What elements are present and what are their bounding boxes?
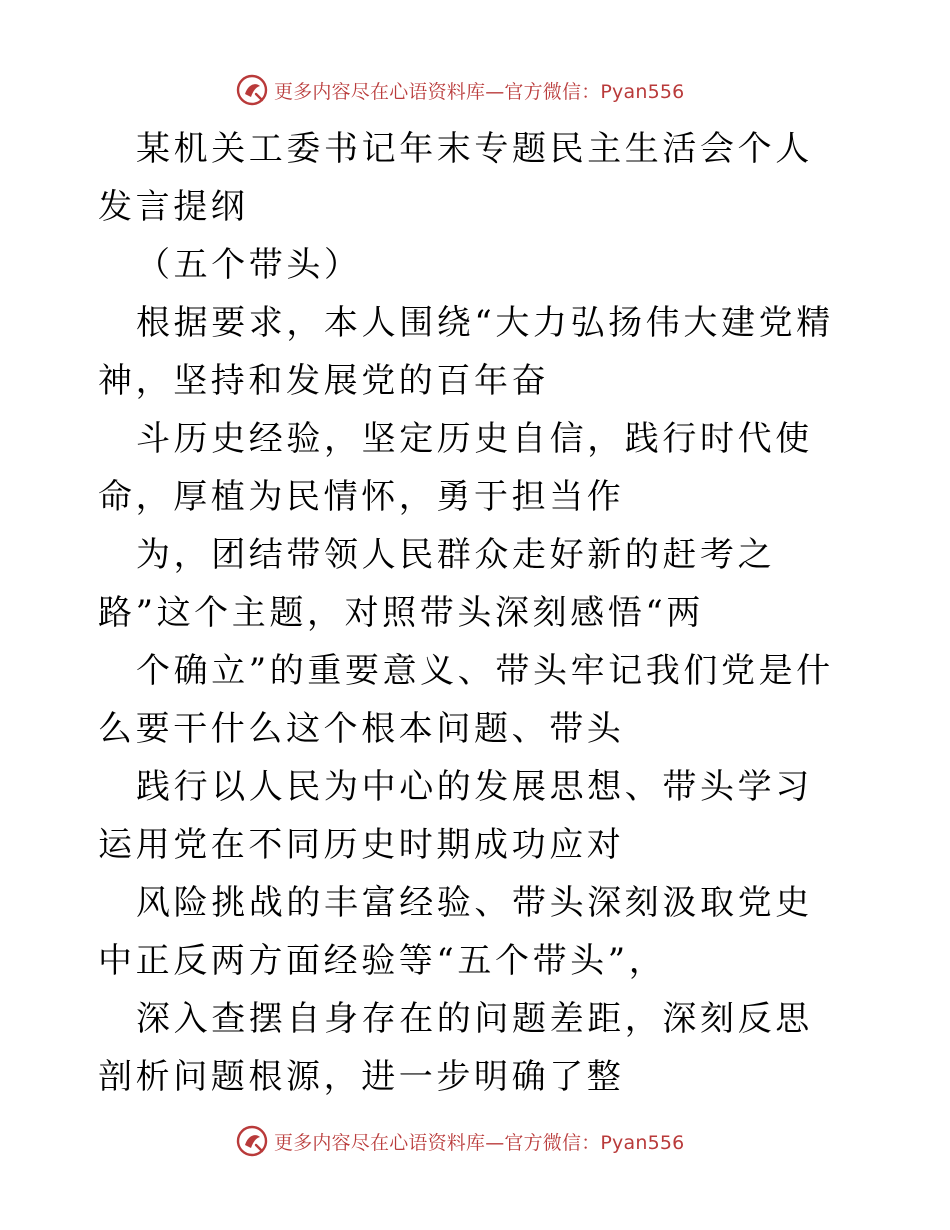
header-banner [236,73,684,107]
document-title: 某机关工委书记年末专题民主生活会个人发言提纲 [98,129,813,227]
paragraph-line: 斗历史经验，坚定历史自信，践行时代使命，厚植为民情怀，勇于担当作 [98,419,813,517]
paragraph-line: 为，团结带领人民群众走好新的赶考之路”这个主题，对照带头深刻感悟“两 [98,535,776,633]
document-body [98,120,850,1106]
stamp-logo-icon [236,74,268,106]
footer-banner [236,1124,684,1158]
paragraph-line: 个确立”的重要意义、带头牢记我们党是什么要干什么这个根本问题、带头 [98,651,834,749]
document-subtitle: （五个带头） [136,245,362,285]
paragraph-line: 根据要求，本人围绕“大力弘扬伟大建党精神，坚持和发展党的百年奋 [98,303,834,401]
stamp-logo-icon [236,1125,268,1157]
paragraph-line: 深入查摆自身存在的问题差距，深刻反思剖析问题根源，进一步明确了整 [98,999,813,1097]
paragraph-line: 风险挑战的丰富经验、带头深刻汲取党史中正反两方面经验等“五个带头”， [98,883,813,981]
paragraph-line: 践行以人民为中心的发展思想、带头学习运用党在不同历史时期成功应对 [98,767,813,865]
footer-banner-text: 更多内容尽在心语资料库—官方微信：Pyan556 [274,1131,685,1154]
header-banner-text: 更多内容尽在心语资料库—官方微信：Pyan556 [274,80,685,103]
